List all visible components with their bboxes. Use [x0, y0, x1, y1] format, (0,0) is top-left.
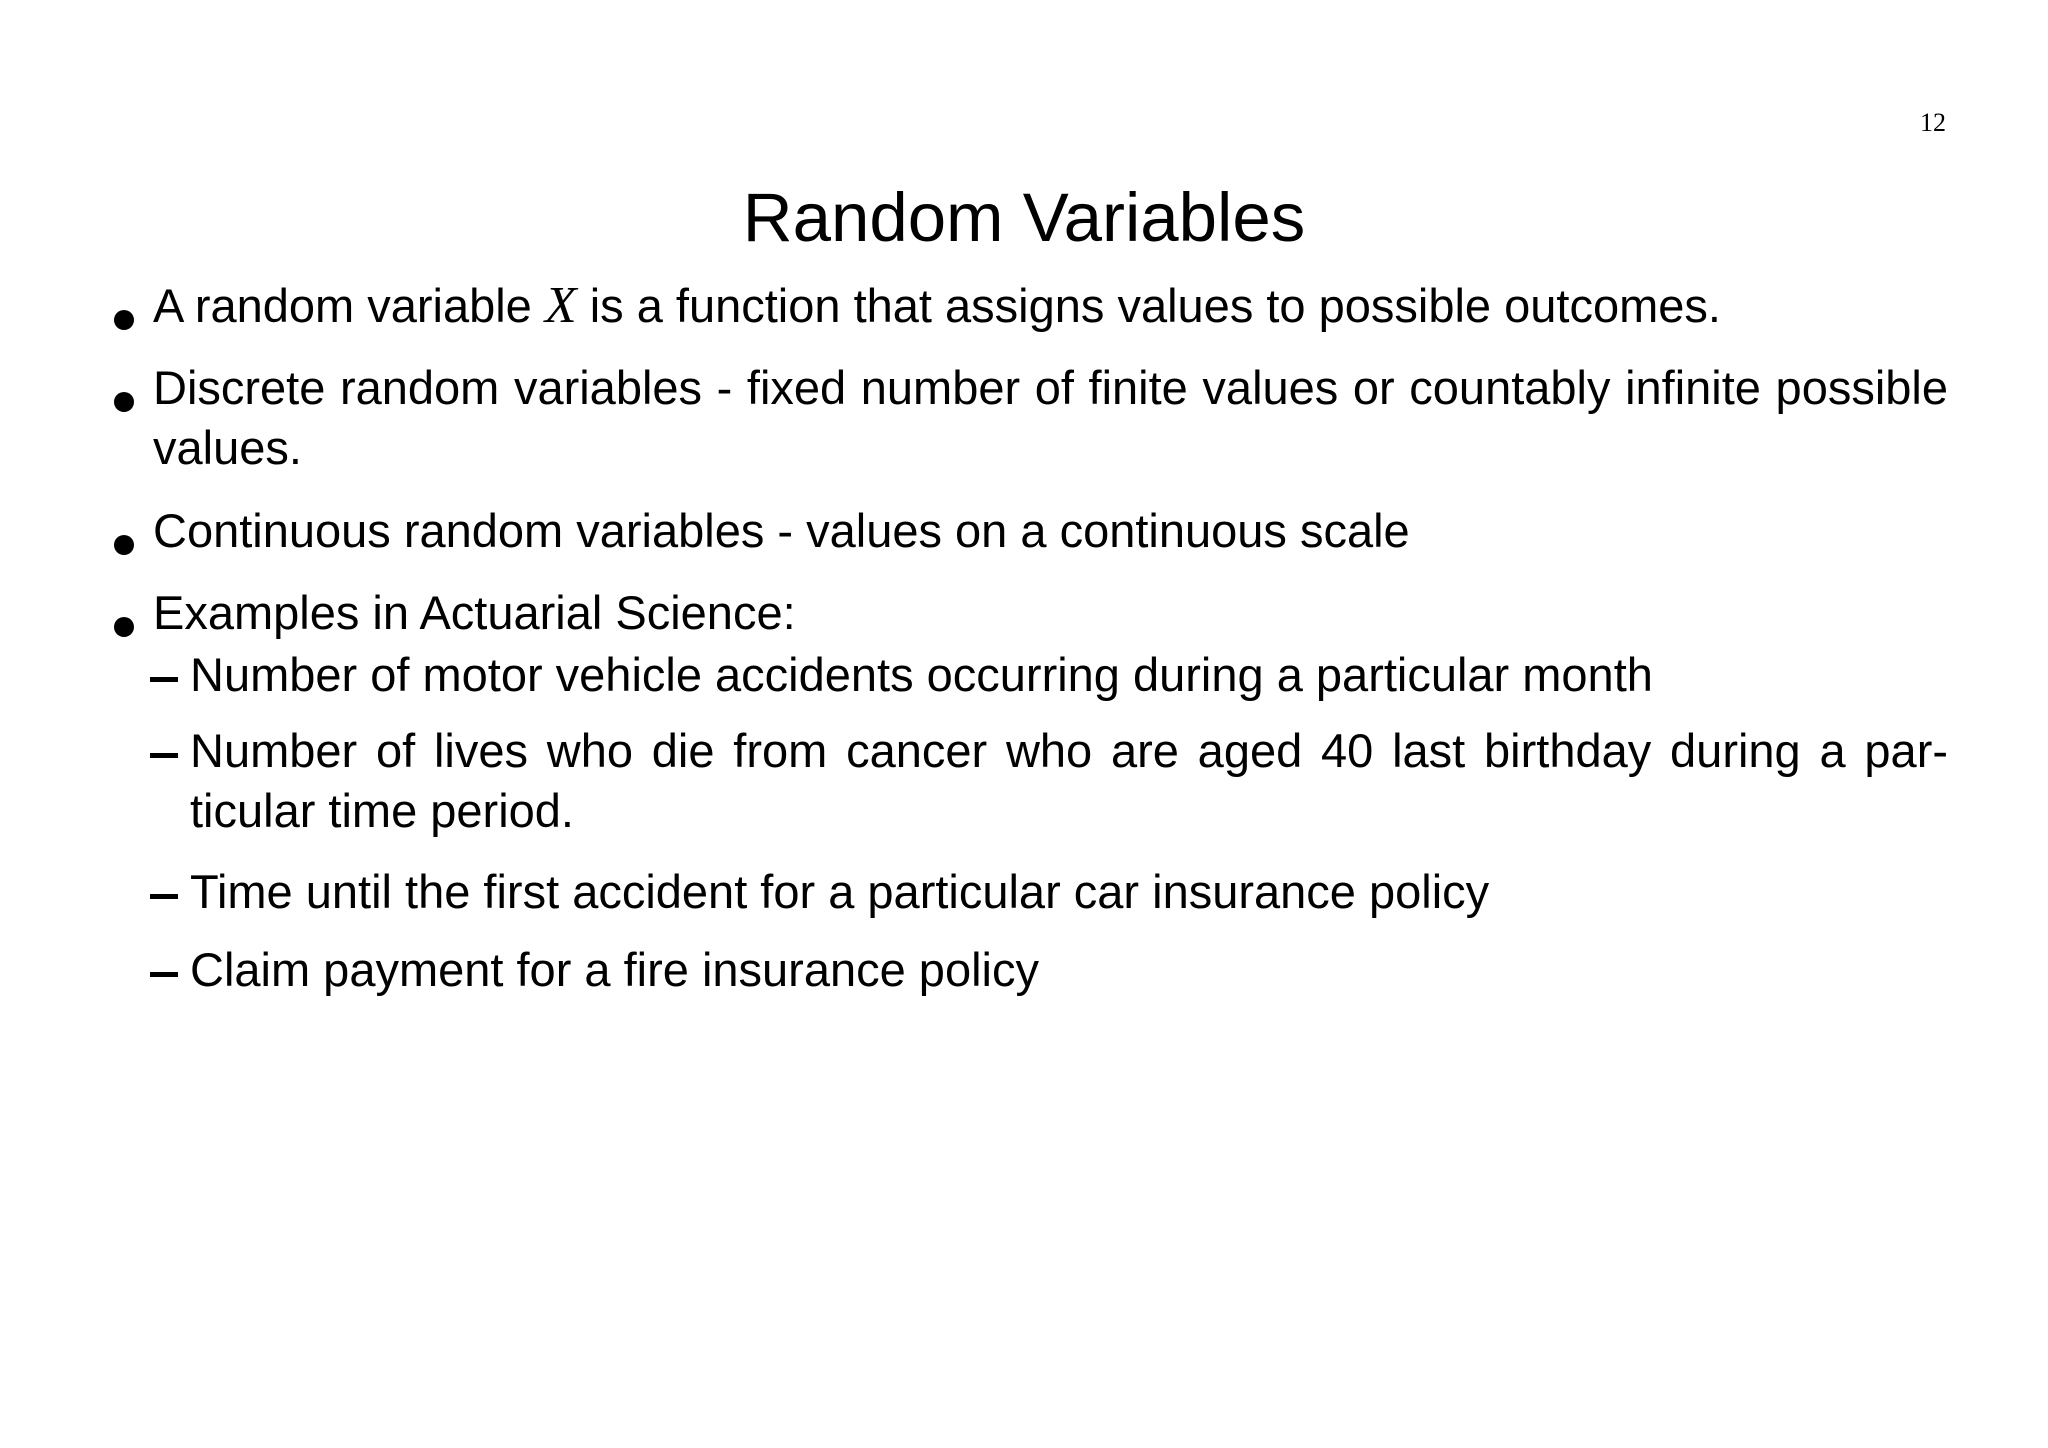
bullet-text-after-math: is a function that assigns values to possible outcomes.: [576, 279, 1721, 332]
sub-item-claim-payment: Claim payment for a fire insurance policy: [190, 943, 1039, 996]
bullet-examples: Examples in Actuarial Science:: [153, 586, 796, 639]
sub-item-cancer-deaths: Number of lives who die from cancer who are aged 40 last birthday during a par-ticular time period.: [190, 724, 1948, 837]
bullet-marker: [114, 617, 134, 637]
page-number: 12: [1920, 108, 1946, 137]
bullet-continuous: Continuous random variables - values on a continuous scale: [153, 504, 1410, 557]
bullet-random-variable: [153, 276, 1953, 336]
math-variable-x: X: [544, 277, 577, 334]
sub-item-motor-accidents: Number of motor vehicle accidents occurring during a particular month: [190, 648, 1653, 701]
dash-marker: [150, 677, 178, 682]
dash-marker: [150, 972, 178, 977]
sub-item-time-to-accident: Time until the first accident for a particular car insurance policy: [190, 865, 1490, 918]
bullet-text-before-math: A random variable: [153, 279, 545, 332]
slide-title: Random Variables: [742, 179, 1306, 256]
dash-marker: [150, 753, 178, 758]
bullet-discrete: Discrete random variables - fixed number of finite values or countably infinite possible values.: [153, 361, 1948, 474]
bullet-marker: [114, 535, 134, 555]
bullet-marker: [114, 310, 134, 330]
bullet-marker: [114, 392, 134, 412]
dash-marker: [150, 894, 178, 899]
